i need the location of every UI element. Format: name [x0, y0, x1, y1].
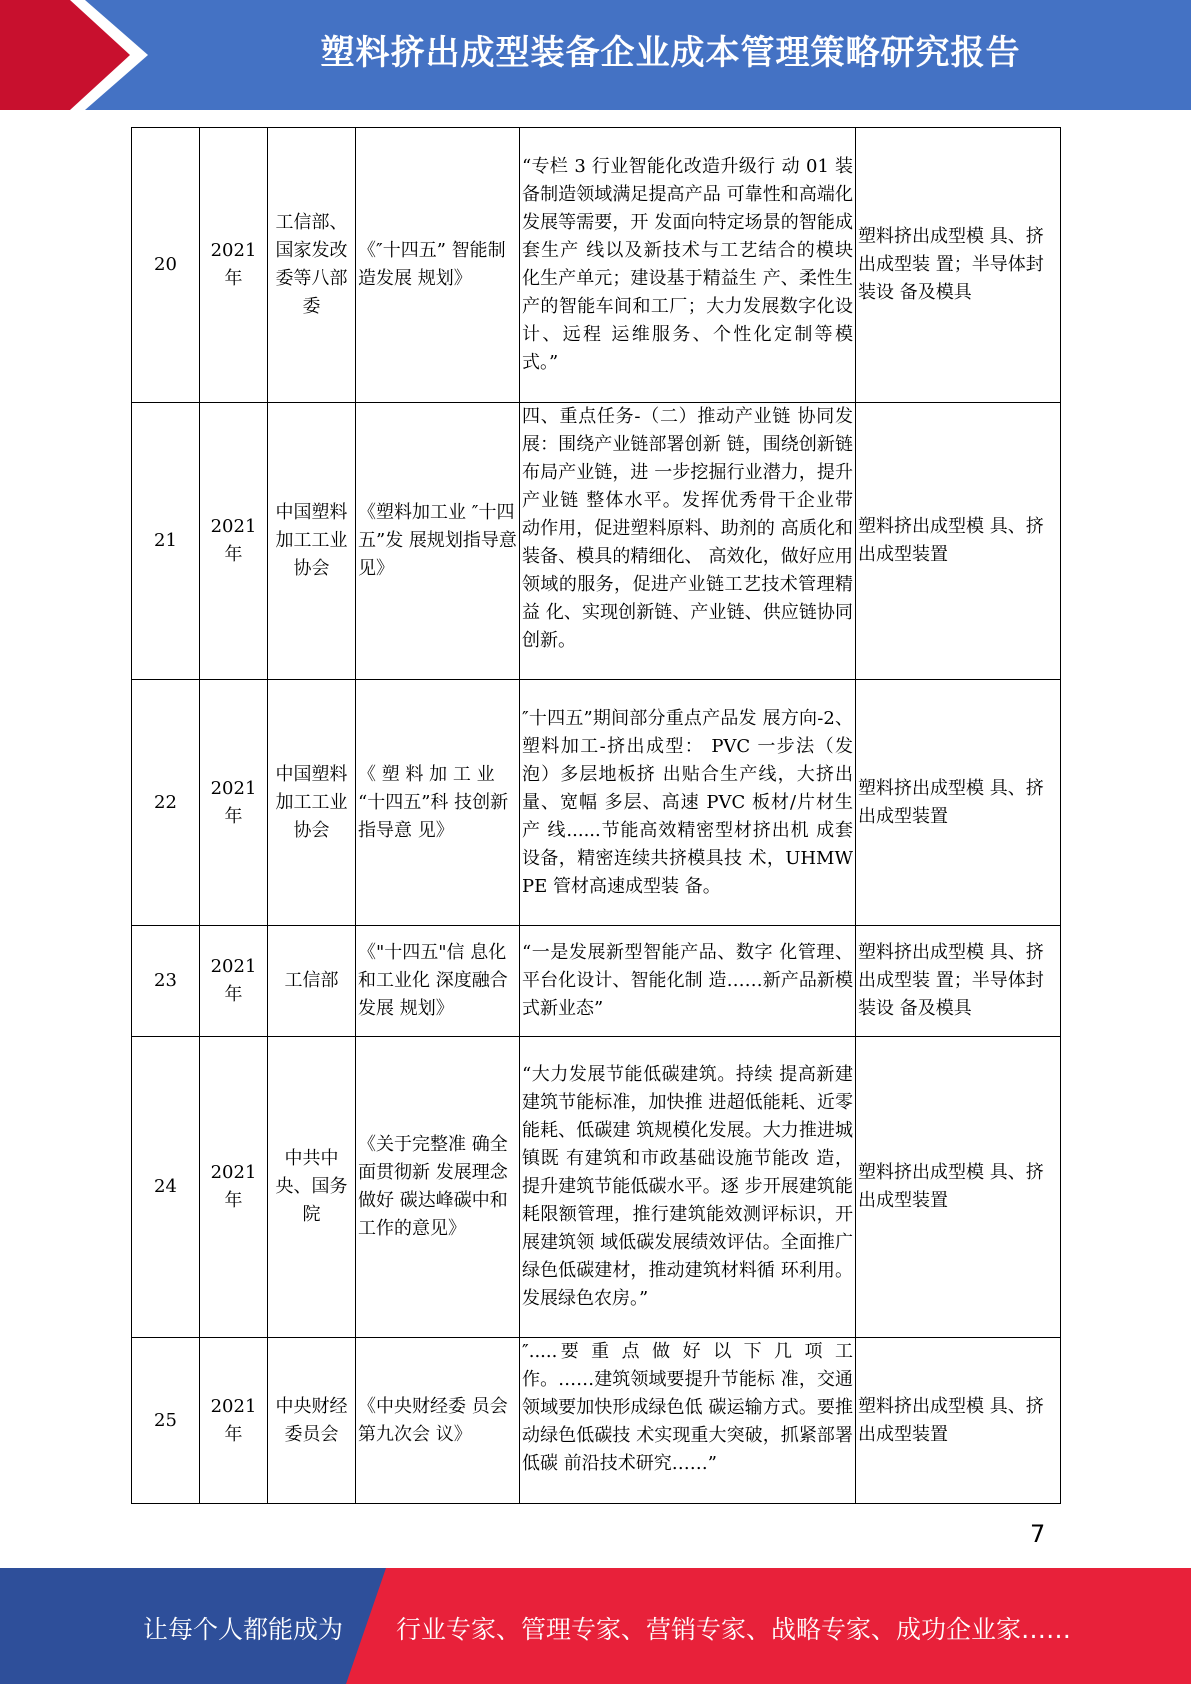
row-department: 工信部、国家发改委等八部委 [268, 128, 356, 403]
row-field: 塑料挤出成型模 具、挤出成型装 置；半导体封装设 备及模具 [856, 128, 1061, 403]
report-title: 塑料挤出成型装备企业成本管理策略研究报告 [320, 33, 1021, 73]
page-number: 7 [1030, 1520, 1046, 1548]
policy-table [131, 127, 1061, 1504]
table-row [132, 1338, 1061, 1504]
row-department: 中国塑料加工工业协会 [268, 680, 356, 926]
row-year: 2021 年 [200, 128, 268, 403]
footer-slogan-right: 行业专家、管理专家、营销专家、战略专家、成功企业家…… [396, 1615, 1072, 1644]
row-content: ″十四五”期间部分重点产品发 展方向-2、塑料加工-挤出成型： PVC 一步法（发泡）多层地板挤 出贴合生产线，大挤出量、宽幅 多层、高速 PVC 板材/片材生产 线......节能高效精密型材挤出机 成套设备，精密连续共挤模具技 术，UHMWPE 管材高速成型装 备。 [520, 680, 856, 926]
row-year: 2021 年 [200, 926, 268, 1037]
row-field: 塑料挤出成型模 具、挤出成型装置 [856, 1338, 1061, 1504]
row-number: 22 [132, 680, 200, 926]
row-year: 2021 年 [200, 680, 268, 926]
table-row [132, 926, 1061, 1037]
page-header [0, 0, 1191, 110]
row-field: 塑料挤出成型模 具、挤出成型装置 [856, 1037, 1061, 1338]
row-department: 中央财经委员会 [268, 1338, 356, 1504]
row-content: “专栏 3 行业智能化改造升级行 动 01 装备制造领域满足提高产品 可靠性和高端化发展等需要，开 发面向特定场景的智能成套生产 线以及新技术与工艺结合的模块 化生产单元；建设基于精益生 产、柔性生产的智能车间和工厂；大力发展数字化设计、远程 运维服务、个性化定制等模 式。” [520, 128, 856, 403]
footer-slogan-left: 让每个人都能成为 [143, 1615, 344, 1644]
row-document: 《″十四五” 智能制造发展 规划》 [356, 128, 520, 403]
row-number: 23 [132, 926, 200, 1037]
row-content: “一是发展新型智能产品、数字 化管理、平台化设计、智能化制 造……新产品新模式新业态” [520, 926, 856, 1037]
row-field: 塑料挤出成型模 具、挤出成型装 置；半导体封装设 备及模具 [856, 926, 1061, 1037]
table-row [132, 1037, 1061, 1338]
row-number: 25 [132, 1338, 200, 1504]
table-row [132, 680, 1061, 926]
row-department: 中共中央、国务院 [268, 1037, 356, 1338]
row-department: 工信部 [268, 926, 356, 1037]
row-department: 中国塑料加工工业协会 [268, 403, 356, 680]
table-row [132, 403, 1061, 680]
row-document: 《关于完整准 确全面贯彻新 发展理念做好 碳达峰碳中和 工作的意见》 [356, 1037, 520, 1338]
row-document: 《塑料加工业 ″十四五”发 展规划指导意 见》 [356, 403, 520, 680]
row-year: 2021 年 [200, 403, 268, 680]
row-document: 《"十四五"信 息化和工业化 深度融合发展 规划》 [356, 926, 520, 1037]
table-row [132, 128, 1061, 403]
row-year: 2021 年 [200, 1338, 268, 1504]
row-number: 24 [132, 1037, 200, 1338]
row-document: 《中央财经委 员会第九次会 议》 [356, 1338, 520, 1504]
row-content: ″.....要 重 点 做 好 以 下 几 项 工 作。……建筑领域要提升节能标 准，交通领域要加快形成绿色低 碳运输方式。要推动绿色低碳技 术实现重大突破，抓紧部署低碳 前沿技术研究……” [520, 1338, 856, 1504]
row-content: “大力发展节能低碳建筑。持续 提高新建建筑节能标准，加快推 进超低能耗、近零能耗、低碳建 筑规模化发展。大力推进城镇既 有建筑和市政基础设施节能改 造，提升建筑节能低碳水平。逐 步开展建筑能耗限额管理，推行建筑能效测评标识，开展建筑领 域低碳发展绩效评估。全面推广 绿色低碳建材，推动建筑材料循 环利用。发展绿色农房。” [520, 1037, 856, 1338]
row-number: 20 [132, 128, 200, 403]
row-content: 四、重点任务-（二）推动产业链 协同发展：围绕产业链部署创新 链，围绕创新链布局产业链，进 一步挖掘行业潜力，提升产业链 整体水平。发挥优秀骨干企业带 动作用，促进塑料原料、助剂的 高质化和装备、模具的精细化、 高效化，做好应用领域的服务，促进产业链工艺技术管理精益 化、实现创新链、产业链、供应链协同创新。 [520, 403, 856, 680]
row-number: 21 [132, 403, 200, 680]
row-year: 2021 年 [200, 1037, 268, 1338]
row-field: 塑料挤出成型模 具、挤出成型装置 [856, 403, 1061, 680]
row-field: 塑料挤出成型模 具、挤出成型装置 [856, 680, 1061, 926]
row-document: 《 塑 料 加 工 业 “十四五”科 技创新指导意 见》 [356, 680, 520, 926]
page-footer [0, 1568, 1191, 1684]
